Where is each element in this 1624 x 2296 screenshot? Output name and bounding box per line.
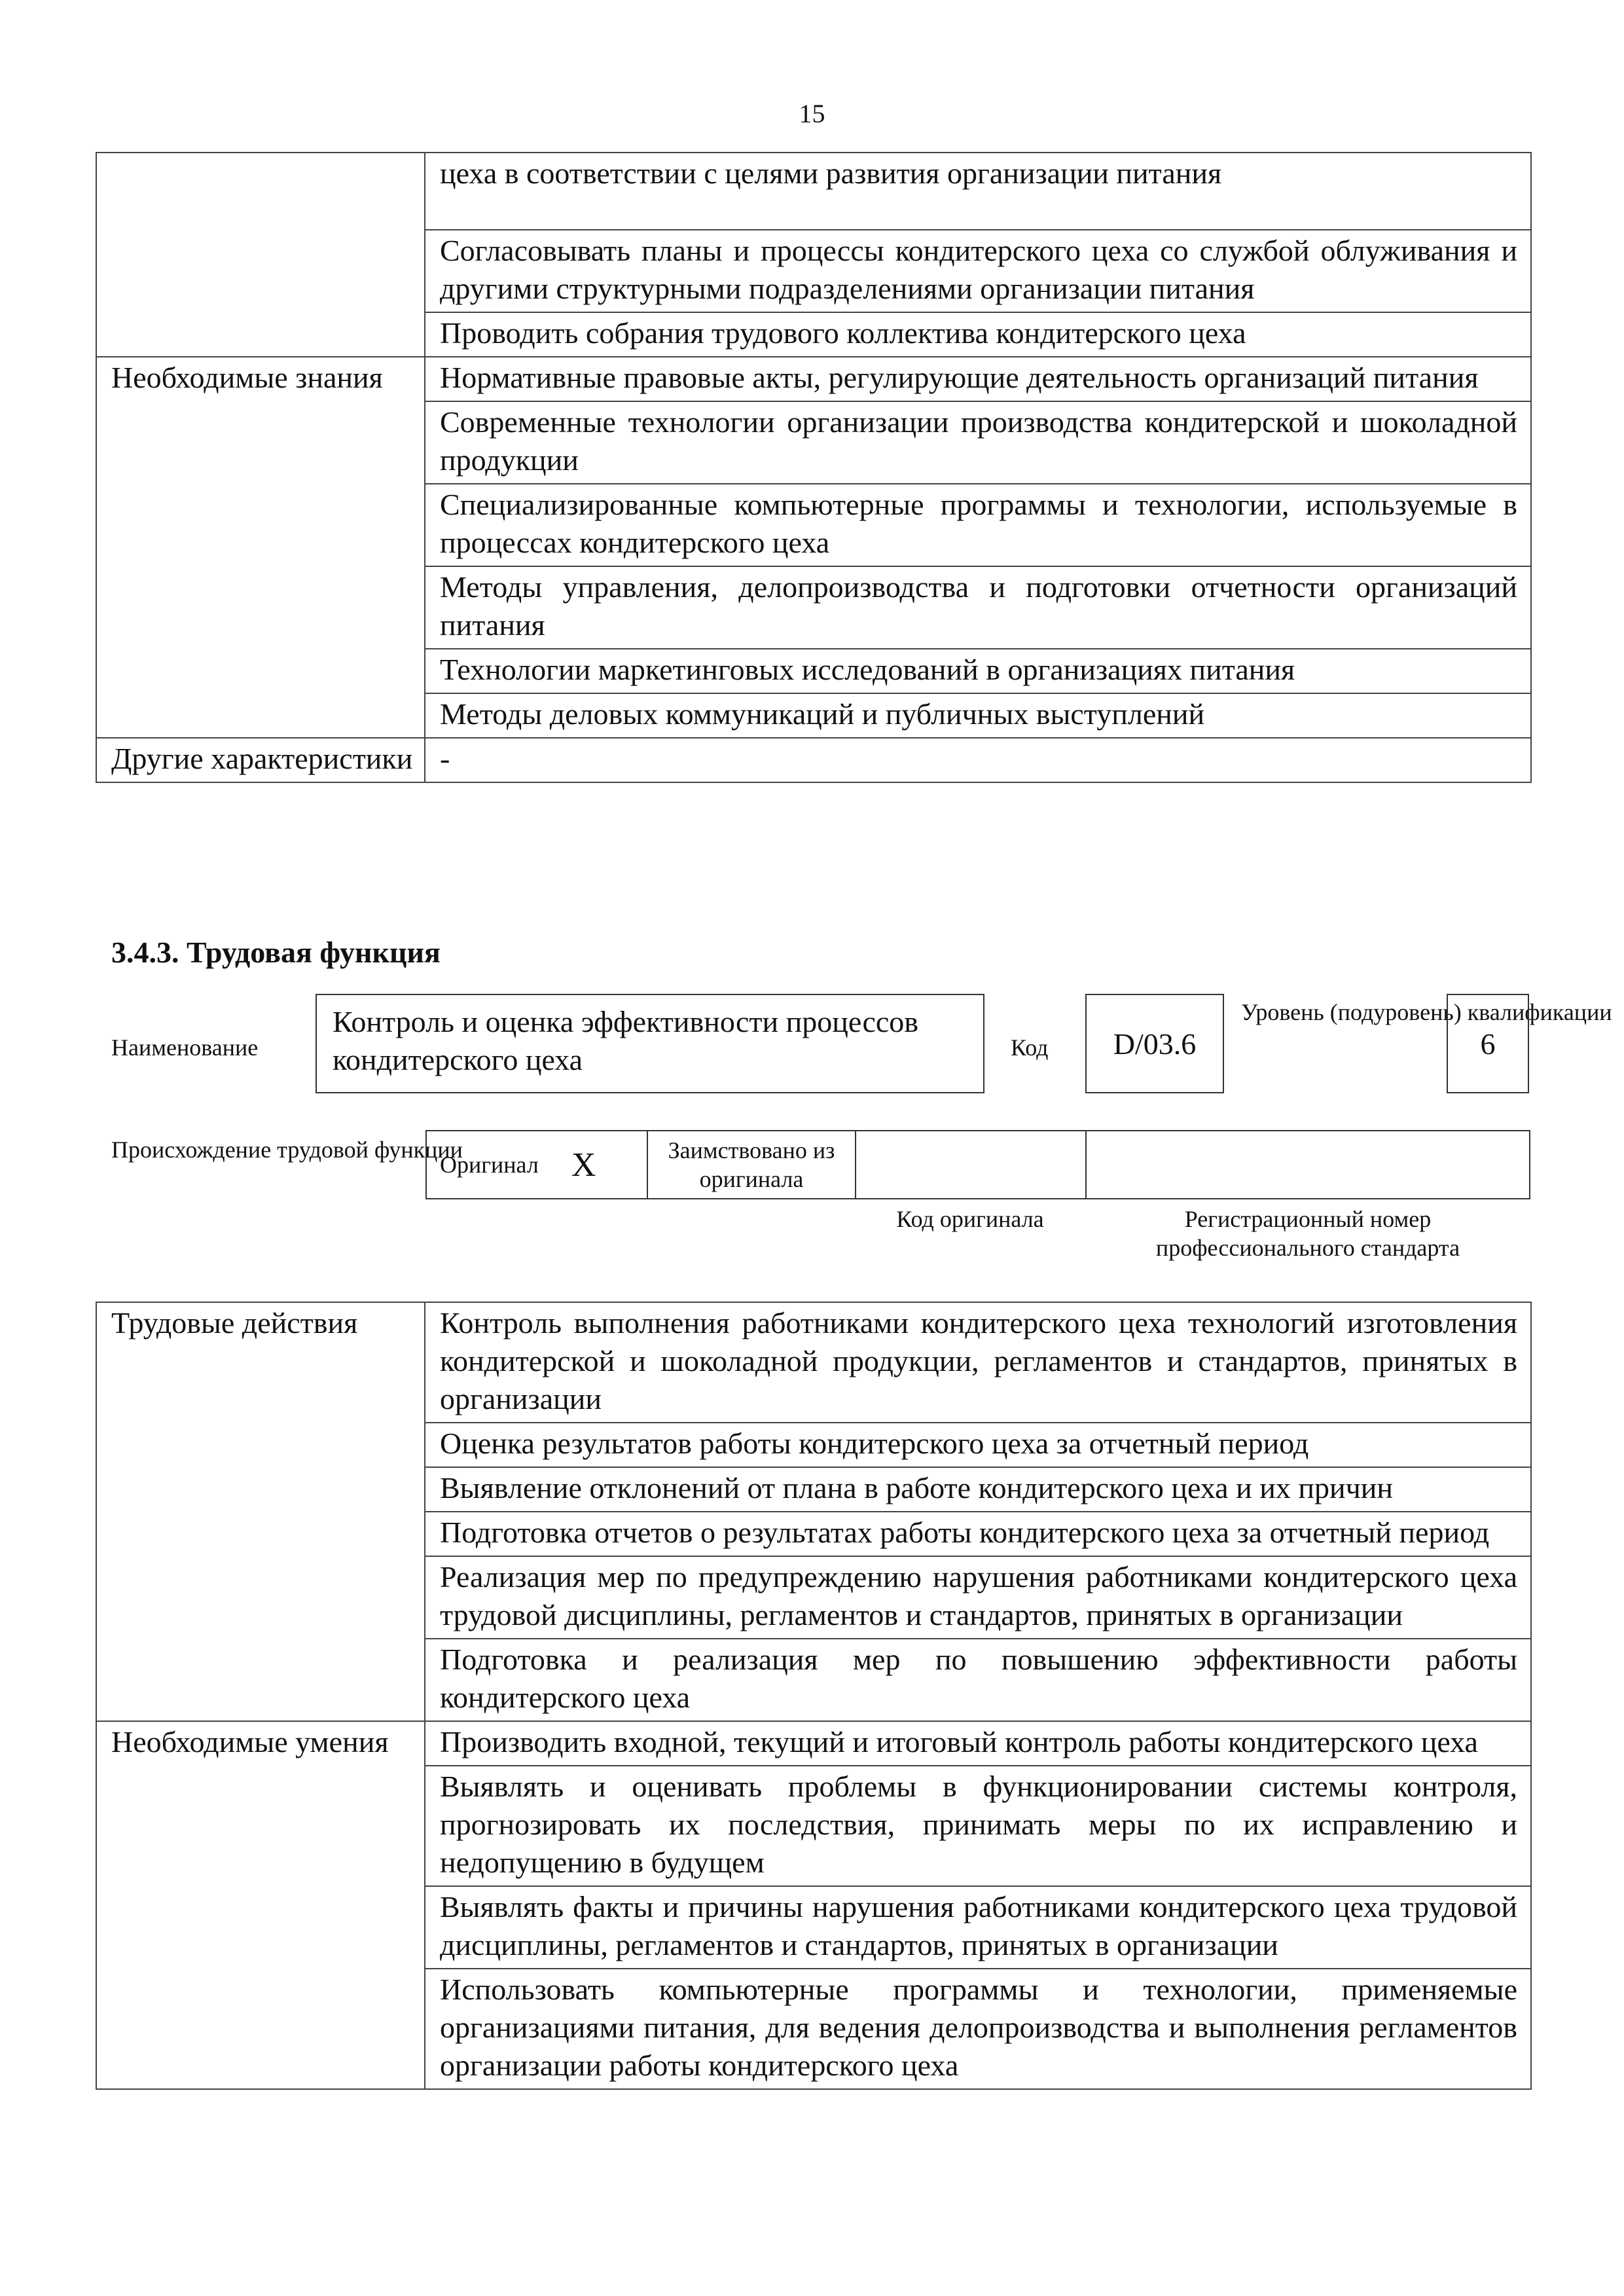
row-text: Нормативные правовые акты, регулирующие деятельность организаций питания xyxy=(425,357,1531,401)
origin-code-caption: Код оригинала xyxy=(896,1206,1044,1232)
original-mark: X xyxy=(571,1146,596,1184)
row-text: Контроль выполнения работниками кондитерского цеха технологий изготовления кондитерской и шоколадной продукции, регламентов и стандартов, принятых в организации xyxy=(425,1302,1531,1423)
row-label: Трудовые действия xyxy=(96,1302,425,1721)
row-text: Методы управления, делопроизводства и подготовки отчетности организаций питания xyxy=(425,566,1531,649)
row-text: Проводить собрания трудового коллектива кондитерского цеха xyxy=(425,312,1531,357)
section-title: 3.4.3. Трудовая функция xyxy=(111,936,441,969)
row-label: Другие характеристики xyxy=(96,738,425,782)
table-row xyxy=(96,1302,1531,1423)
row-text: Оценка результатов работы кондитерского цеха за отчетный период xyxy=(425,1423,1531,1467)
function-name-value: Контроль и оценка эффективности процессов кондитерского цеха xyxy=(316,994,984,1093)
row-text: Выявлять факты и причины нарушения работниками кондитерского цеха трудовой дисциплины, регламентов и стандартов, принятых в организации xyxy=(425,1886,1531,1969)
name-label: Наименование xyxy=(111,1034,259,1061)
table-row xyxy=(96,1721,1531,1766)
row-text: Методы деловых коммуникаций и публичных выступлений xyxy=(425,693,1531,738)
level-value: 6 xyxy=(1447,994,1529,1093)
row-text: Выявление отклонений от плана в работе кондитерского цеха и их причин xyxy=(425,1467,1531,1512)
table-row xyxy=(96,153,1531,230)
origin-code-cell xyxy=(856,1131,1087,1198)
row-text: - xyxy=(425,738,1531,782)
code-label: Код xyxy=(1011,1034,1049,1061)
origin-table xyxy=(425,1130,1530,1199)
row-label: Необходимые умения xyxy=(96,1721,425,2089)
page-number: 15 xyxy=(799,99,825,128)
function-details-table xyxy=(96,1302,1532,2090)
origin-label: Происхождение трудовой функции xyxy=(111,1137,463,1163)
row-text: Подготовка и реализация мер по повышению эффективности работы кондитерского цеха xyxy=(425,1639,1531,1721)
registration-caption: Регистрационный номер профессионального стандарта xyxy=(1155,1206,1460,1261)
row-text: Подготовка отчетов о результатах работы кондитерского цеха за отчетный период xyxy=(425,1512,1531,1556)
function-code-value: D/03.6 xyxy=(1085,994,1224,1093)
row-text: Производить входной, текущий и итоговый контроль работы кондитерского цеха xyxy=(425,1721,1531,1766)
row-text: Использовать компьютерные программы и технологии, применяемые организациями питания, для ведения делопроизводства и выполнения регламентов организации работы кондитерского цеха xyxy=(425,1969,1531,2089)
borrowed-label: Заимствовано из оригинала xyxy=(648,1131,856,1198)
row-label: Необходимые знания xyxy=(96,357,425,738)
row-text: Выявлять и оценивать проблемы в функционировании системы контроля, прогнозировать их последствия, принимать меры по их исправлению и недопущению в будущем xyxy=(425,1766,1531,1886)
row-text: Технологии маркетинговых исследований в организациях питания xyxy=(425,649,1531,693)
row-text: цеха в соответствии с целями развития организации питания xyxy=(425,153,1531,230)
original-label: Оригинал xyxy=(440,1152,539,1178)
row-text: Современные технологии организации производства кондитерской и шоколадной продукции xyxy=(425,401,1531,484)
row-text: Специализированные компьютерные программы и технологии, используемые в процессах кондитерского цеха xyxy=(425,484,1531,566)
table-row xyxy=(96,357,1531,401)
registration-number-cell xyxy=(1087,1131,1529,1198)
row-label xyxy=(96,153,425,357)
origin-original-cell xyxy=(427,1131,648,1198)
row-text: Согласовывать планы и процессы кондитерского цеха со службой облуживания и другими структурными подразделениями организации питания xyxy=(425,230,1531,312)
row-text: Реализация мер по предупреждению нарушения работниками кондитерского цеха трудовой дисциплины, регламентов и стандартов, принятых в организации xyxy=(425,1556,1531,1639)
continuation-table xyxy=(96,152,1532,783)
level-label: Уровень (подуровень) квалификации xyxy=(1241,999,1612,1025)
table-row xyxy=(96,738,1531,782)
